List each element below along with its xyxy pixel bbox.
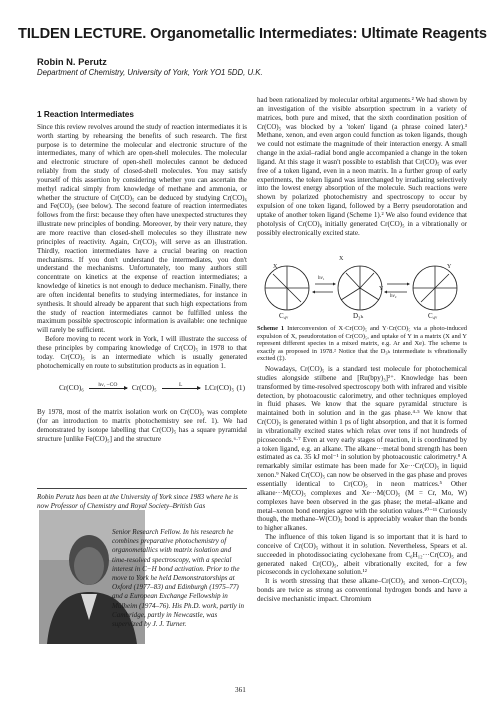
x-ligand-label: X [273, 264, 278, 270]
paragraph: It is worth stressing that these alkane–Cr(CO)₅ and xenon–Cr(CO)₅ bonds are twice as strong as conventional hydrogen bonds and have a decisive mechanistic impact. Chromium [257, 577, 467, 603]
reaction-arrow [162, 382, 200, 395]
page-number: 361 [235, 686, 246, 694]
right-column-lower [257, 365, 467, 604]
section-heading: 1 Reaction Intermediates [37, 110, 134, 119]
paragraph: had been rationalized by molecular orbital arguments.² We had shown by an investigation of the visible absorption spectrum in a variety of matrices, both pure and mixed, that the sixth coordination position of Cr(CO)₅ was blocked by a 'token' ligand (a phrase coined later).³ Methane, xenon, and even argon could function as token ligands, though we could not estimate the magnitude of their interaction energy. A small change in the axial–radial bond angle accompanied a change in the token ligand. At this stage it wasn't possible to establish that Cr(CO)₅ was ever free of a token ligand, even in a neon matrix. In a further group of early experiments, the token ligand was interchanged by irradiating selectively into the lowest energy absorption of the molecule. Such reactions were shown by polarized photochemistry and spectroscopy to occur by expulsion of one token ligand, followed by a Berry pseudorotation and uptake of another token ligand (Scheme 1).² We also found evidence that photolysis of Cr(CO)₆ initially generated Cr(CO)₅ in a vibrationally or possibly electronically excited state. [257, 96, 467, 237]
biography-intro: Robin Perutz has been at the University of York since 1983 where he is now Professor of Chemistry and Royal Society–British Gas [37, 493, 239, 511]
biography-text: Senior Research Fellow. In his research he combines preparative photochemistry of organometallics with matrix isolation and time-resolved spectroscopy, with a special interest in C−H bond activation. Prior to the move to York he held Demonstratorships at Oxford (1977–83) and Edinburgh (1975–77) and a European Exchange Fellowship in Mülheim (1974–76). His Ph.D. work, partly in Cambridge, partly in Newcastle, was supervized by J. J. Turner. [112, 528, 245, 629]
arrow-label: hν₁ [318, 276, 325, 281]
author-affiliation: Department of Chemistry, University of York, York YO1 5DD, U.K. [37, 68, 263, 77]
right-column [257, 96, 467, 238]
reaction-arrow [89, 382, 127, 395]
equation-1 [37, 376, 247, 400]
arrow-label: L [178, 381, 183, 388]
equation-reactant: Cr(CO)₆ [59, 383, 84, 393]
symmetry-label: D₃ₕ [353, 312, 364, 320]
paragraph: Nowadays, Cr(CO)₅ is a standard test molecule for photochemical studies alongside stilbene and [Ru(bpy)₃]²⁺. Knowledge has been transformed by time-resolved spectroscopy both with infrared and visible detection, by photoacoustic calorimetry, and other techniques employed in fluid phases. We know that the square pyramidal structure is maintained both in solution and in the gas phase.⁴·⁵ We know that Cr(CO)₅ is generated within 1 ps of light absorption, and that it is formed in vibrationally excited states which relax over tens if not hundreds of picoseconds.⁶·⁷ Even at very early stages of reaction, it is coordinated by a token ligand, e.g. an alkane. The alkane···metal bond strength has been estimated as ca. 35 kJ mol⁻¹ in solution by photoacoustic calorimetry.⁸ A remarkably similar estimate has been made for Xe···Cr(CO)₅ in liquid xenon.⁹ Naked Cr(CO)₅ can now be observed in the gas phase and proves essentially identical to Cr(CO)₅ in neon matrices.⁵ Other alkane···M(CO)₅ complexes and Xe···M(CO)₅ (M = Cr, Mo, W) complexes have been observed in the gas phase; the metal–alkane and metal–xenon bond energies agree with the solution values.¹⁰⁻¹¹ Curiously though, the methane–W(CO)₅ bond is appreciably weaker than the bonds to higher alkanes. [257, 365, 467, 533]
scheme-caption [257, 325, 467, 363]
author-name: Robin N. Perutz [37, 56, 107, 67]
y-ligand-label: Y [447, 264, 452, 270]
y-ligand-label: Y [379, 286, 384, 292]
equation-number: (1) [236, 383, 245, 393]
paragraph: Before moving to recent work in York, I will illustrate the success of these principles by comparing knowledge of Cr(CO)₅ in 1978 to that today. Cr(CO)₅ is an intermediate which is usually generated photochemically en route to substitution products as in equation 1. [37, 335, 247, 370]
paragraph: The influence of this token ligand is so important that it is hard to conceive of Cr(CO)₅ without it in solution. Nevertheless, Spears et al. succeeded in photodissociating cyclohexane from C₆H₁₂···Cr(CO)₅ and generated naked Cr(CO)₅, albeit vibrationally excited, for a few picoseconds in cyclohexane solution.¹² [257, 533, 467, 577]
paragraph: Since this review revolves around the study of reaction intermediates it is worth starting by rehearsing the benefits of such research. The first purpose is to determine the molecular and electronic structure of the intermediates, many of which are open-shell molecules. The molecular and electronic structure of open-shell molecules cannot be deduced reliably from the study of closed-shell molecules. You may satisfy yourself of this assertion by considering whether you can ascertain the methyl radical simply from knowledge of methane and ammonia, or whether the structure of Cr(CO)₅ can be deduced by studying Cr(CO)₆ and Fe(CO)₅ (see below). The second feature of reaction intermediates follows from the first: because they often have unexpected structures they illustrate new principles of bonding. Moreover, by their very nature, they are more reactive than closed-shell molecules so they illustrate new principles of reactivity. Again, Cr(CO)₅ will serve as an illustration. Thirdly, reaction intermediates have a crucial bearing on reaction mechanisms. If you don't understand the intermediates, you don't understand the mechanisms. Unfortunately, too many authors still concentrate on kinetics at the expense of reaction intermediates; a knowledge of kinetics is not enough to deduce mechanism. Finally, there are often incidental benefits to studying intermediates, for instance in synthesis. It should already be apparent that such high expectations from the study of reaction intermediates cannot be fulfilled unless the maximum possible spectroscopic information is available: one technique will rarely be sufficient. [37, 122, 247, 335]
symmetry-label: C₄ᵥ [279, 312, 289, 320]
author-biography [37, 488, 247, 511]
equation-intermediate: Cr(CO)₅ [131, 383, 157, 393]
x-ligand-label: X [339, 256, 344, 262]
symmetry-label: C₄ᵥ [428, 312, 438, 320]
caption-text: Interconversion of X·Cr(CO)₅ and Y·Cr(CO)₅ via a photo-induced expulsion of X, pseudorotation of Cr(CO)₅, and uptake of Y in a matrix (X and Y represent different species in a mixed matrix, e.g. Ar and Xe). The scheme is exactly as proposed in 1978.² Notice that the D₃ₕ intermediate is vibrationally excited (‡). [257, 325, 467, 363]
arrow-label: hν, −CO [98, 381, 118, 388]
arrow-label: hν₂ [390, 294, 397, 299]
caption-label: Scheme 1 [257, 325, 285, 332]
article-title: TILDEN LECTURE. Organometallic Intermediates: Ultimate Reagents [18, 26, 487, 42]
equation-product: LCr(CO)₅ [204, 383, 234, 393]
paragraph: By 1978, most of the matrix isolation work on Cr(CO)₅ was complete (for an introduction to matrix photochemistry see ref. 1). We had demonstrated by isotope labelling that Cr(CO)₅ has a square pyramidal structure [unlike Fe(CO)₅] and the structure [37, 408, 247, 443]
left-column [37, 111, 247, 444]
